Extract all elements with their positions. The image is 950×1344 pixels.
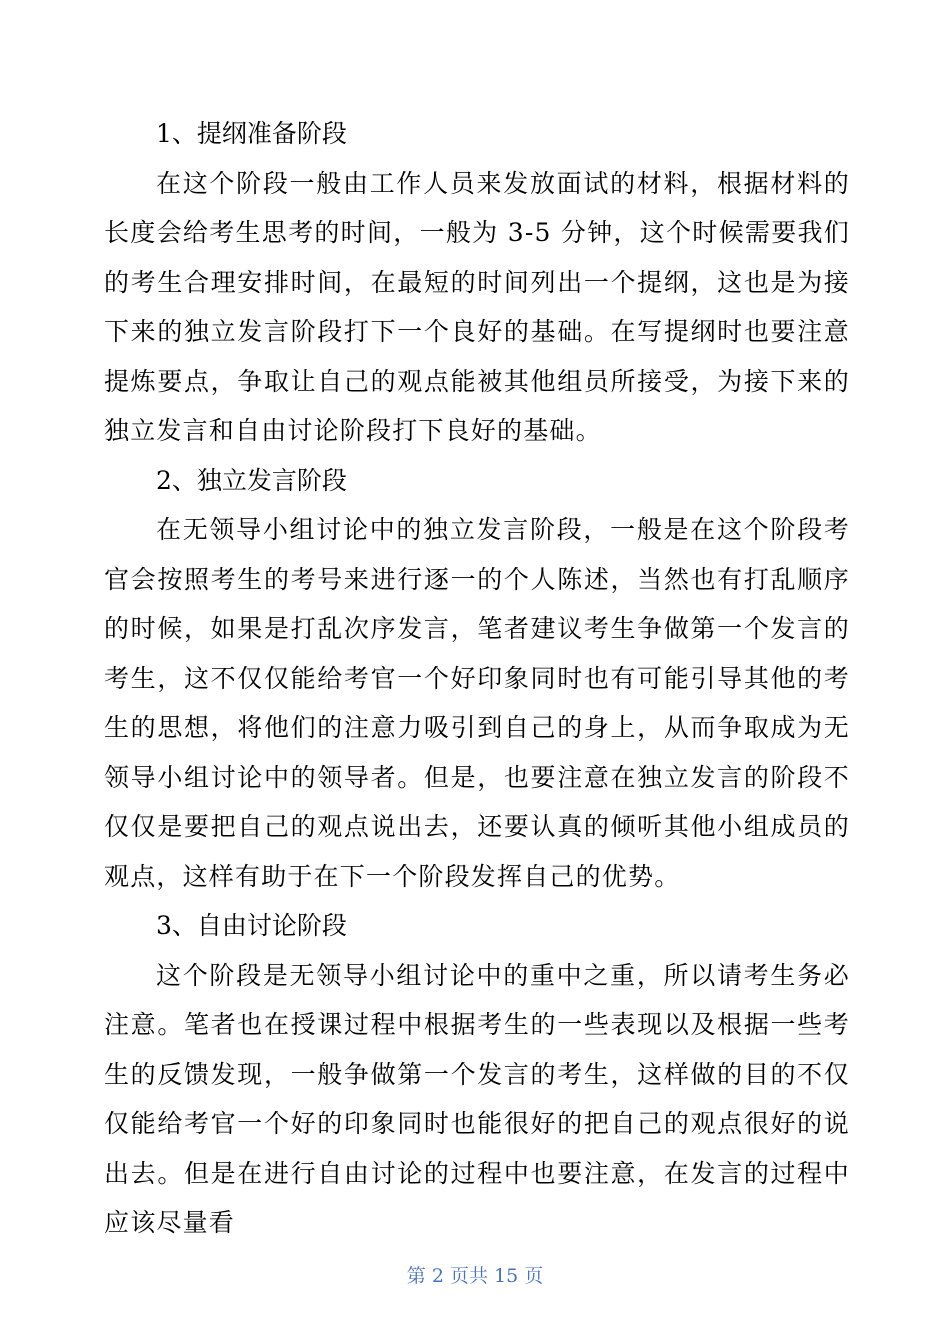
- section-paragraph-independent-speech: 在无领导小组讨论中的独立发言阶段，一般是在这个阶段考官会按照考生的考号来进行逐一的个人陈述，当然也有打乱顺序的时候，如果是打乱次序发言，笔者建议考生争做第一个发言的考生，这不仅仅能给考官一个好印象同时也有可能引导其他的考生的思想，将他们的注意力吸引到自己的身上，从而争取成为无领导小组讨论中的领导者。但是，也要注意在独立发言的阶段不仅仅是要把自己的观点说出去，还要认真的倾听其他小组成员的观点，这样有助于在下一个阶段发挥自己的优势。: [104, 515, 850, 891]
- section-heading-free-discussion: 3、自由讨论阶段: [156, 911, 347, 940]
- section-heading-outline: 1、提纲准备阶段: [156, 119, 347, 148]
- section-paragraph-outline: 在这个阶段一般由工作人员来发放面试的材料，根据材料的长度会给考生思考的时间，一般为 3-5 分钟，这个时候需要我们的考生合理安排时间，在最短的时间列出一个提纲，这也是为接下来的独立发言阶段打下一个良好的基础。在写提纲时也要注意提炼要点，争取让自己的观点能被其他组员所接受，为接下来的独立发言和自由讨论阶段打下良好的基础。: [104, 168, 850, 445]
- document-body: [104, 109, 850, 1248]
- section-paragraph-free-discussion: 这个阶段是无领导小组讨论中的重中之重，所以请考生务必注意。笔者也在授课过程中根据考生的一些表现以及根据一些考生的反馈发现，一般争做第一个发言的考生，这样做的目的不仅仅能给考官一个好的印象同时也能很好的把自己的观点很好的说出去。但是在进行自由讨论的过程中也要注意，在发言的过程中应该尽量看: [104, 960, 850, 1237]
- page-number-footer: 第 2 页共 15 页: [406, 1265, 544, 1287]
- section-heading-independent-speech: 2、独立发言阶段: [156, 465, 347, 495]
